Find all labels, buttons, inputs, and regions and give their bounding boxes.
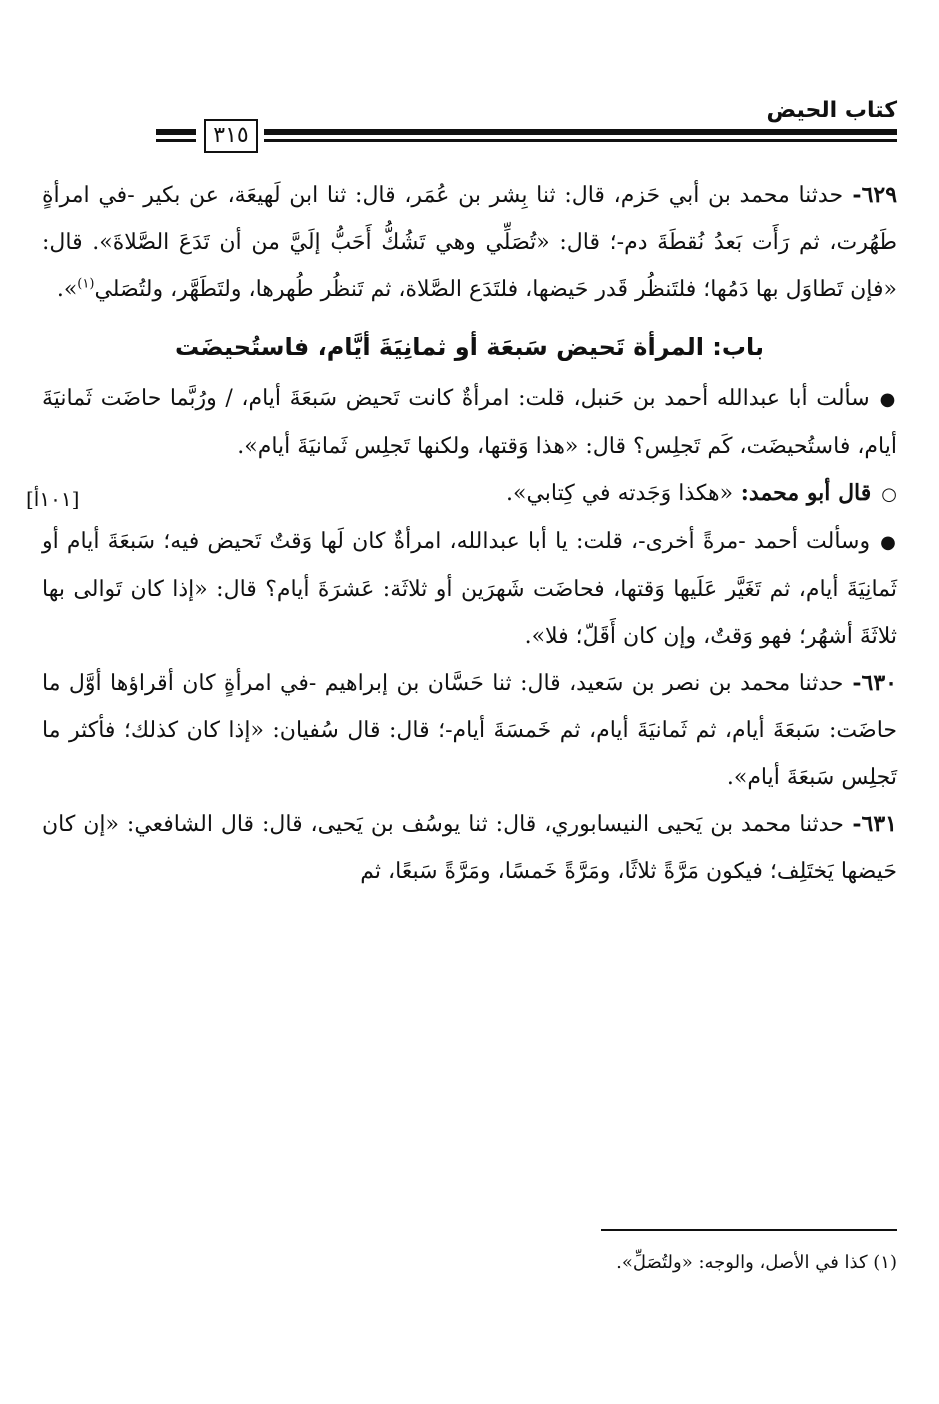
section-heading: باب: المرأة تَحيض سَبعَة أو ثمانِيَةَ أيَّام، فاستُحيضَت — [174, 333, 765, 361]
page-number: ٣١٥ — [204, 119, 258, 153]
hadith-629 — [42, 172, 897, 313]
editor-note-lead: قال أبو محمد: — [733, 480, 872, 506]
hollow-bullet-icon: ○ — [881, 484, 897, 505]
header-rule-left — [156, 129, 196, 145]
hadith-number: ٦٣٠- — [843, 670, 897, 696]
manuscript-folio-marker: [١٠١أ] — [26, 487, 80, 511]
hadith-text-end: ». — [56, 277, 78, 302]
question-text: سألت أبا عبدالله أحمد بن حَنبل، قلت: امرأةٌ كانت تَحيض سَبعَةَ أيام، / ورُبَّما حاضَت ثَمانيَةَ أيام، فاستُحيضَت، كَم تَجلِس؟ قال: «هذا وَقتها، ولكنها تَجلِس ثَمانيَةَ أيام». — [42, 386, 897, 459]
question-text: وسألت أحمد -مرةً أخرى-، قلت: يا أبا عبدالله، امرأةٌ كان لَها وَقتٌ تَحيض فيه؛ سَبعَةَ أيام أو ثَمانِيَةَ أيام، ثم تَغَيَّر عَلَيها وَقتها، فحاضَت شَهرَين أو ثلاثَة: عَشرَةَ أيام؟ قال: «إذا كان تَوالى بها ثلاثَةَ أشهُر؛ فهو وَقتٌ، وإن كان أَقَلّ؛ فلا». — [42, 529, 897, 649]
footnote-separator — [601, 1229, 897, 1231]
hadith-text: حدثنا محمد بن أبي حَزم، قال: ثنا بِشر بن عُمَر، قال: ثنا ابن لَهيعَة، عن بكير -في امرأةٍ طَهُرت، ثم رَأَت بَعدُ نُقطَةَ دم-؛ قال: «تُصَلِّي وهي تَشُكُّ أَحَبُّ إلَيَّ من أن تَدَعَ الصَّلاةَ». قال: «فإن تَطاوَل بها دَمُها؛ فلتَنظُر قَدر حَيضها، فلتَدَع الصَّلاة، ثم تَنظُر طُهرها، ولتَطَهَّر، ولتُصَلي — [42, 183, 897, 302]
footnote-ref: (١) — [77, 276, 95, 292]
question-2 — [42, 518, 897, 660]
hadith-number: ٦٣١- — [843, 811, 897, 837]
editor-note — [42, 470, 897, 518]
hadith-number: ٦٢٩- — [843, 182, 898, 208]
footnote: (١) كذا في الأصل، والوجه: «ولتُصَلِّ». — [616, 1252, 897, 1273]
editor-note-text: «هكذا وَجَدته في كِتابي». — [506, 481, 734, 506]
main-text — [42, 172, 897, 895]
header-rule — [156, 119, 897, 155]
running-head-title: كتاب الحيض — [766, 98, 897, 123]
header-rule-right — [264, 129, 897, 145]
question-1 — [42, 375, 897, 470]
hadith-text: حدثنا محمد بن يَحيى النيسابوري، قال: ثنا يوسُف بن يَحيى، قال: قال الشافعي: «إن كان حَيضها يَختَلِف؛ فيكون مَرَّةً ثلاثًا، ومَرَّةً خَمسًا، ومَرَّةً سَبعًا، ثم — [42, 812, 897, 884]
hadith-631 — [42, 801, 897, 895]
hadith-text: حدثنا محمد بن نصر بن سَعيد، قال: ثنا حَسَّان بن إبراهيم -في امرأةٍ كان أقراؤها أوَّل ما حاضَت: سَبعَةَ أيام، ثم ثَمانيَةَ أيام، ثم خَمسَةَ أيام-؛ قال: قال سُفيان: «إذا كان كذلك؛ فأكثر ما تَجلِس سَبعَةَ أيام». — [42, 671, 897, 790]
filled-bullet-icon: ● — [879, 389, 898, 410]
hadith-630 — [42, 660, 897, 801]
filled-bullet-icon: ● — [880, 532, 897, 553]
